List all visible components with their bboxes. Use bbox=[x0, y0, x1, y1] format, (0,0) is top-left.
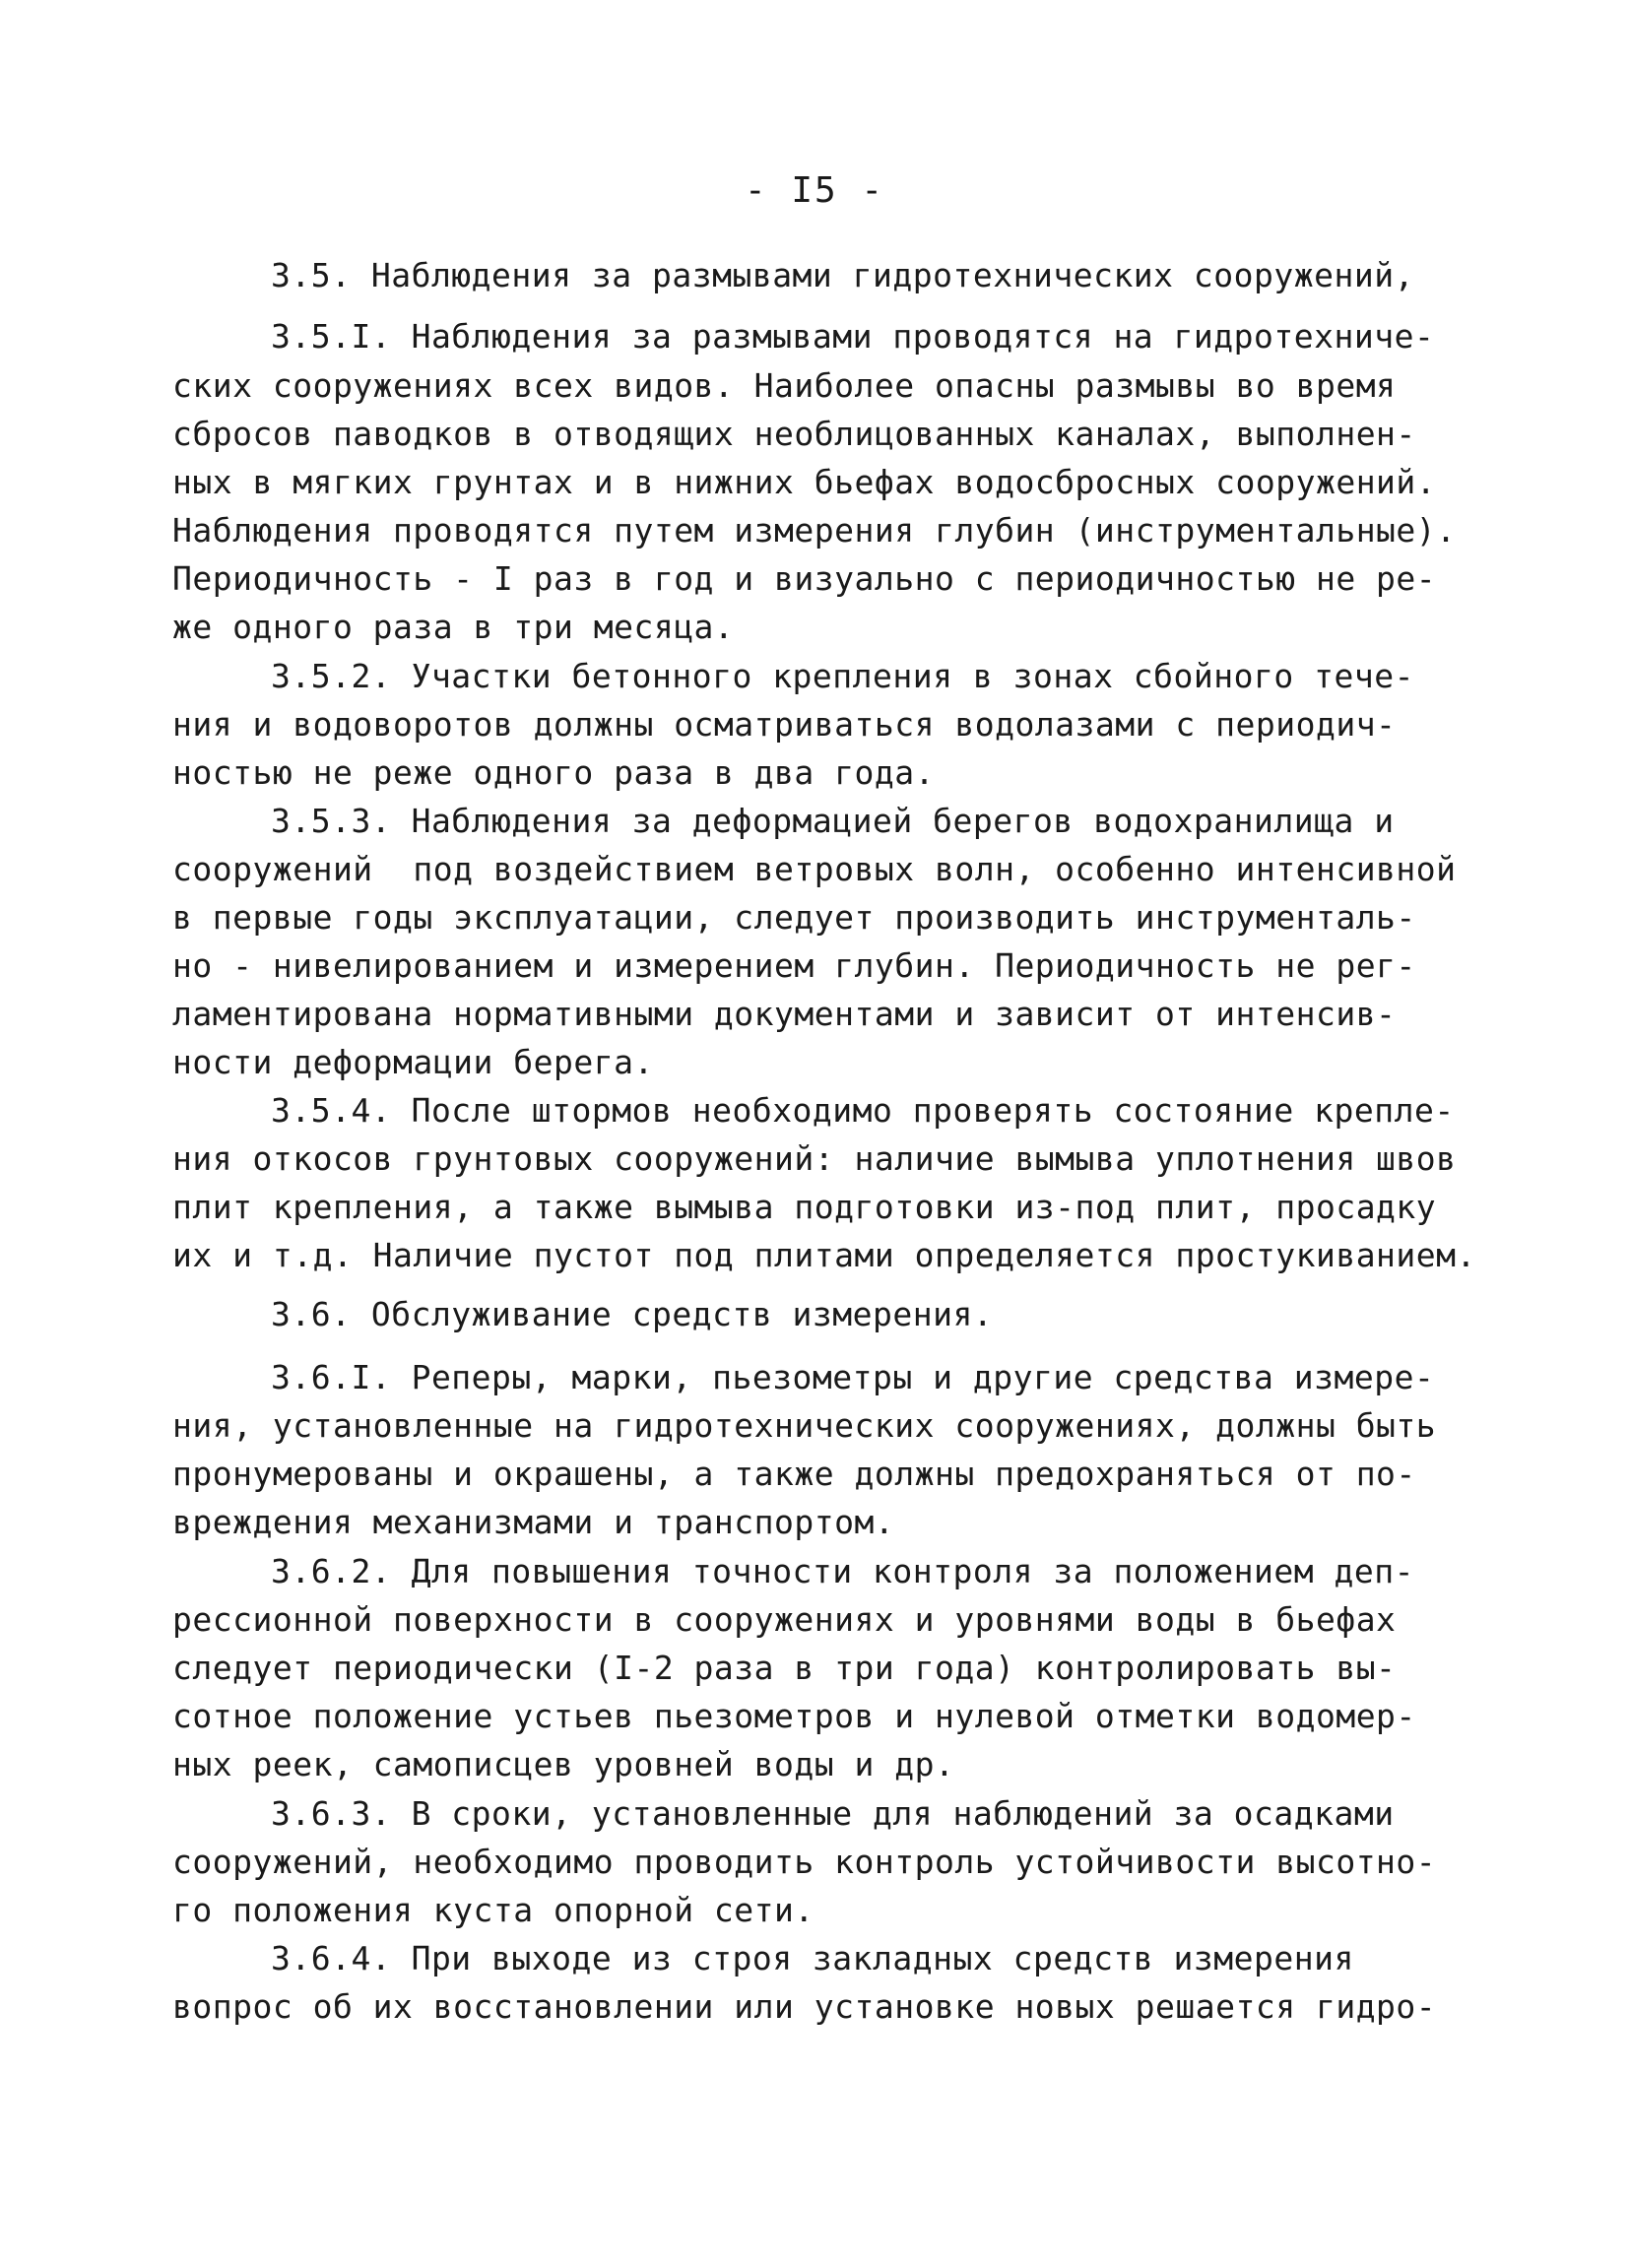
paragraph-line: в первые годы эксплуатации, следует производить инструменталь- bbox=[172, 898, 1416, 937]
paragraph-line: ния, установленные на гидротехнических сооружениях, должны быть bbox=[172, 1406, 1437, 1445]
paragraph-line: ния откосов грунтовых сооружений: наличие вымыва уплотнения швов bbox=[172, 1139, 1457, 1178]
paragraph-line: рессионной поверхности в сооружениях и уровнями воды в бьефах bbox=[172, 1600, 1397, 1639]
paragraph-line: сбросов паводков в отводящих необлицованных каналах, выполнен- bbox=[172, 415, 1416, 453]
paragraph-line: 3.6.2. Для повышения точности контроля за положением деп- bbox=[271, 1552, 1414, 1590]
paragraph-line: ности деформации берега. bbox=[172, 1043, 654, 1081]
paragraph-line: 3.5.I. Наблюдения за размывами проводятся на гидротехниче- bbox=[271, 317, 1435, 356]
paragraph-line: Периодичность - I раз в год и визуально с периодичностью не ре- bbox=[172, 559, 1437, 598]
paragraph-line: сооружений под воздействием ветровых волн, особенно интенсивной bbox=[172, 850, 1457, 888]
paragraph-line: 3.6.3. В сроки, установленные для наблюдений за осадками bbox=[271, 1794, 1395, 1833]
paragraph-line: но - нивелированием и измерением глубин. Периодичность не рег- bbox=[172, 946, 1416, 985]
paragraph-line: 3.5.2. Участки бетонного крепления в зонах сбойного тече- bbox=[271, 657, 1414, 695]
paragraph-line: ских сооружениях всех видов. Наиболее опасны размывы во время bbox=[172, 366, 1397, 405]
paragraph-line: сотное положение устьев пьезометров и нулевой отметки водомер- bbox=[172, 1697, 1416, 1735]
paragraph-line: 3.5.4. После штормов необходимо проверять состояние крепле- bbox=[271, 1091, 1455, 1130]
paragraph-line: Наблюдения проводятся путем измерения глубин (инструментальные). bbox=[172, 511, 1457, 550]
section-heading-3-5: 3.5. Наблюдения за размывами гидротехнических сооружений, bbox=[271, 256, 1414, 294]
paragraph-line: вреждения механизмами и транспортом. bbox=[172, 1503, 895, 1541]
paragraph-line: пронумерованы и окрашены, а также должны предохраняться от по- bbox=[172, 1455, 1416, 1493]
paragraph-line: следует периодически (I-2 раза в три года) контролировать вы- bbox=[172, 1649, 1397, 1687]
paragraph-line: ламентирована нормативными документами и зависит от интенсив- bbox=[172, 995, 1397, 1033]
paragraph-line: ных реек, самописцев уровней воды и др. bbox=[172, 1745, 955, 1783]
paragraph-line: вопрос об их восстановлении или установке новых решается гидро- bbox=[172, 1987, 1437, 2026]
paragraph-line: сооружений, необходимо проводить контроль устойчивости высотно- bbox=[172, 1843, 1437, 1881]
paragraph-line: же одного раза в три месяца. bbox=[172, 608, 735, 646]
section-heading-3-6: 3.6. Обслуживание средств измерения. bbox=[271, 1295, 994, 1333]
paragraph-line: ных в мягких грунтах и в нижних бьефах водосбросных сооружений. bbox=[172, 463, 1437, 501]
paragraph-line: 3.6.4. При выходе из строя закладных средств измерения bbox=[271, 1939, 1354, 1977]
paragraph-line: плит крепления, а также вымыва подготовки из-под плит, просадку bbox=[172, 1188, 1437, 1226]
paragraph-line: 3.6.I. Реперы, марки, пьезометры и другие средства измере- bbox=[271, 1358, 1435, 1396]
page-number: - I5 - bbox=[744, 170, 885, 211]
paragraph-line: 3.5.3. Наблюдения за деформацией берегов водохранилища и bbox=[271, 802, 1395, 840]
paragraph-line: ния и водоворотов должны осматриваться водолазами с периодич- bbox=[172, 705, 1397, 744]
paragraph-line: ностью не реже одного раза в два года. bbox=[172, 753, 935, 792]
paragraph-line: их и т.д. Наличие пустот под плитами определяется простукиванием. bbox=[172, 1236, 1476, 1274]
paragraph-line: го положения куста опорной сети. bbox=[172, 1891, 814, 1929]
